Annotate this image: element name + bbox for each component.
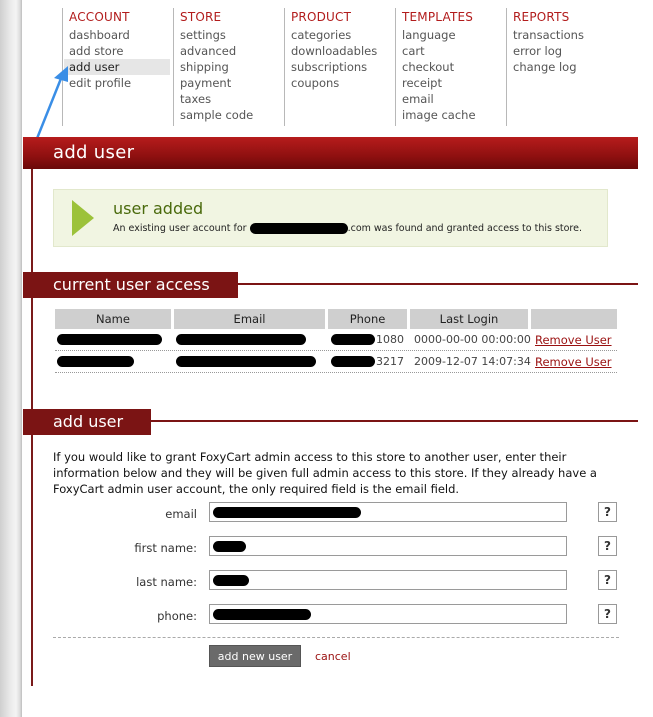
nav-col-store <box>173 8 284 126</box>
nav-item-downloadables[interactable]: downloadables <box>291 44 378 58</box>
nav-heading-templates[interactable]: TEMPLATES <box>402 10 474 24</box>
phone-suffix: 1080 <box>376 333 404 346</box>
add-user-instructions: If you would like to grant FoxyCart admin access to this store to another user, enter their information below and they will be given full admin access to this store. If they already have a FoxyCart admin user account, the only required field is the email field. <box>53 450 597 496</box>
cancel-link[interactable]: cancel <box>315 650 351 663</box>
nav-item-edit-profile[interactable]: edit profile <box>69 76 132 90</box>
nav-item-cart[interactable]: cart <box>402 44 425 58</box>
redacted-email <box>250 223 348 234</box>
first-name-label: first name: <box>134 541 197 555</box>
col-header-email[interactable]: Email <box>174 309 325 329</box>
last-login: 2009-12-07 14:07:34 <box>414 355 531 368</box>
nav-heading-store[interactable]: STORE <box>180 10 222 24</box>
nav-item-shipping[interactable]: shipping <box>180 60 229 74</box>
redacted-phone <box>331 356 375 368</box>
first-name-help-button[interactable]: ? <box>598 536 617 556</box>
redacted-email <box>176 356 316 368</box>
section-tab-current-access <box>23 272 238 298</box>
section-rule <box>151 420 638 422</box>
col-header-phone[interactable]: Phone <box>328 309 407 329</box>
add-new-user-button[interactable]: add new user <box>209 645 301 667</box>
section-title-current-access: current user access <box>53 275 210 294</box>
nav-item-categories[interactable]: categories <box>291 28 352 42</box>
remove-user-link[interactable]: Remove User <box>535 355 612 369</box>
col-header-last-login[interactable]: Last Login <box>410 309 528 329</box>
redacted-name <box>57 356 134 368</box>
redacted-email <box>176 334 306 346</box>
nav-heading-account[interactable]: ACCOUNT <box>69 10 130 24</box>
email-field[interactable] <box>209 502 567 522</box>
notice-text-before: An existing user account for <box>113 223 247 234</box>
last-login: 0000-00-00 00:00:00 <box>414 333 531 346</box>
email-label: email <box>165 507 197 521</box>
nav-item-subscriptions[interactable]: subscriptions <box>291 60 368 74</box>
redacted-phone <box>331 334 375 346</box>
nav-item-language[interactable]: language <box>402 28 456 42</box>
nav-item-settings[interactable]: settings <box>180 28 226 42</box>
col-header-name[interactable]: Name <box>55 309 171 329</box>
last-name-label: last name: <box>136 575 197 589</box>
phone-suffix: 3217 <box>376 355 404 368</box>
phone-field[interactable] <box>209 604 567 624</box>
nav-item-dashboard[interactable]: dashboard <box>69 28 130 42</box>
email-help-button[interactable]: ? <box>598 502 617 522</box>
nav-col-templates <box>395 8 506 126</box>
nav-col-reports <box>506 8 617 126</box>
table-row <box>55 329 617 351</box>
section-title-add-user: add user <box>53 412 124 431</box>
remove-user-link[interactable]: Remove User <box>535 333 612 347</box>
nav-item-transactions[interactable]: transactions <box>513 28 584 42</box>
nav-item-payment[interactable]: payment <box>180 76 232 90</box>
nav-heading-reports[interactable]: REPORTS <box>513 10 570 24</box>
last-name-help-button[interactable]: ? <box>598 570 617 590</box>
page-title-banner <box>23 137 638 169</box>
nav-item-change-log[interactable]: change log <box>513 60 577 74</box>
last-name-field[interactable] <box>209 570 567 590</box>
nav-item-taxes[interactable]: taxes <box>180 92 212 106</box>
nav-item-error-log[interactable]: error log <box>513 44 563 58</box>
nav-item-sample-code[interactable]: sample code <box>180 108 254 122</box>
nav-item-add-user[interactable]: add user <box>64 59 170 75</box>
form-divider <box>53 637 619 638</box>
nav-item-checkout[interactable]: checkout <box>402 60 455 74</box>
nav-item-add-store[interactable]: add store <box>69 44 124 58</box>
success-notice <box>53 189 608 247</box>
page-title: add user <box>53 142 135 163</box>
phone-help-button[interactable]: ? <box>598 604 617 624</box>
nav-item-receipt[interactable]: receipt <box>402 76 442 90</box>
window-left-edge <box>0 0 22 717</box>
col-header-action <box>531 309 617 329</box>
notice-arrow-icon <box>72 200 94 236</box>
notice-text-after: .com was found and granted access to this store. <box>347 223 582 234</box>
first-name-field[interactable] <box>209 536 567 556</box>
notice-title: user added <box>113 199 204 218</box>
nav-item-email[interactable]: email <box>402 92 434 106</box>
nav-col-product <box>284 8 395 126</box>
section-tab-add-user <box>23 409 151 435</box>
phone-label: phone: <box>157 609 197 623</box>
nav-item-advanced[interactable]: advanced <box>180 44 237 58</box>
table-row <box>55 351 617 373</box>
section-rule <box>238 283 638 285</box>
nav-item-image-cache[interactable]: image cache <box>402 108 476 122</box>
nav-heading-product[interactable]: PRODUCT <box>291 10 352 24</box>
notice-message <box>113 223 582 234</box>
redacted-name <box>57 334 162 346</box>
nav-item-coupons[interactable]: coupons <box>291 76 340 90</box>
